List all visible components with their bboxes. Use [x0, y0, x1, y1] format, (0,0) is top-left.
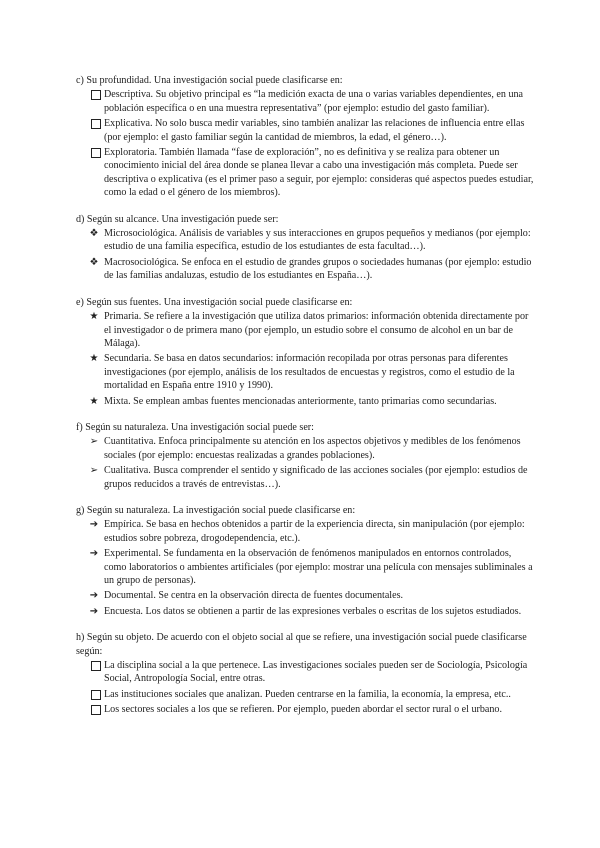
item-list: [76, 88, 536, 199]
section-heading: d) Según su alcance. Una investigación puede ser:: [76, 213, 279, 225]
document-page: [76, 74, 536, 730]
list-item: [76, 146, 536, 200]
item-text: Descriptiva. Su objetivo principal es “la medición exacta de una o varias variables dependientes, en una población específica o en una muestra representativa” (por ejemplo: estudio del gasto familiar).: [104, 89, 524, 114]
item-list: [76, 435, 536, 491]
star-bullet-icon: ★: [89, 395, 99, 407]
arrowhead-bullet-icon: ➢: [89, 436, 99, 448]
arrow-bullet-icon: ➔: [89, 590, 99, 602]
section-heading: h) Según su objeto. De acuerdo con el objeto social al que se refiere, una investigación social puede clasificarse según:: [76, 632, 527, 657]
item-text: Exploratoria. También llamada “fase de exploración”, no es definitiva y se realiza para obtener un conocimiento inicial del área donde se planea llevar a cabo una investigación más completa. Puede ser descriptiva o explicativa (es el primer paso a seguir, por ejemplo: consideras qué aspectos puedes estudiar, como la edad o el género de los miembros).: [104, 147, 534, 199]
star-bullet-icon: ★: [89, 353, 99, 365]
checkbox-icon: [91, 661, 101, 671]
item-text: Microsociológica. Análisis de variables y sus interacciones en grupos pequeños y medianos (por ejemplo: estudio de una familia específica, estudio de los estudiantes de esta facultad…).: [104, 228, 531, 253]
arrow-bullet-icon: ➔: [89, 548, 99, 560]
item-list: [76, 659, 536, 717]
arrowhead-bullet-icon: ➢: [89, 465, 99, 477]
item-text: Encuesta. Los datos se obtienen a partir de las expresiones verbales o escritas de los sujetos estudiados.: [104, 605, 522, 617]
section-objeto: [76, 631, 536, 716]
list-item: [76, 659, 536, 686]
item-text: Macrosociológica. Se enfoca en el estudio de grandes grupos o sociedades humanas (por ejemplo: estudio de las familias andaluzas, estudio de los estudiantes en España…).: [104, 256, 532, 282]
item-text: La disciplina social a la que pertenece. Las investigaciones sociales pueden ser de Sociología, Psicología Social, Antropología Social, entre otras.: [104, 660, 528, 685]
list-item: [76, 395, 536, 408]
section-heading: c) Su profundidad. Una investigación social puede clasificarse en:: [76, 75, 343, 86]
list-item: [76, 435, 536, 462]
diamond-bullet-icon: ❖: [89, 256, 99, 268]
item-text: Documental. Se centra en la observación directa de fuentes documentales.: [104, 590, 404, 602]
arrow-bullet-icon: ➔: [89, 519, 99, 531]
section-fuentes: [76, 296, 536, 408]
item-list: [76, 227, 536, 283]
checkbox-icon: [91, 119, 101, 129]
list-item: [76, 518, 536, 545]
section-heading: f) Según su naturaleza. Una investigación social puede ser:: [76, 421, 314, 433]
checkbox-icon: [91, 705, 101, 715]
list-item: [76, 589, 536, 602]
item-text: Primaria. Se refiere a la investigación que utiliza datos primarios: información obtenida directamente por el investigador o de primera mano (por ejemplo, un estudio sobre el consumo de alcohol en un bar de Málaga).: [104, 311, 529, 349]
section-naturaleza-1: [76, 421, 536, 491]
section-profundidad: [76, 74, 536, 200]
checkbox-icon: [91, 90, 101, 100]
list-item: [76, 310, 536, 350]
item-text: Experimental. Se fundamenta en la observación de fenómenos manipulados en entornos controlados, como laboratorios o ambientes artificiales (por ejemplo: mostrar una película con mensajes subliminales a un grupo de personas).: [104, 548, 533, 586]
list-item: [76, 703, 536, 716]
item-text: Explicativa. No solo busca medir variables, sino también analizar las relaciones de influencia entre ellas (por ejemplo: el gasto familiar según la cantidad de miembros, la edad, el género…).: [104, 118, 525, 143]
list-item: [76, 547, 536, 587]
item-text: Empírica. Se basa en hechos obtenidos a partir de la experiencia directa, sin manipulación (por ejemplo: estudios sobre pobreza, drogodependencia, etc.).: [104, 519, 525, 544]
item-list: [76, 518, 536, 618]
star-bullet-icon: ★: [89, 311, 99, 323]
item-text: Cualitativa. Busca comprender el sentido y significado de las acciones sociales (por ejemplo: estudios de grupos reducidos a través de entrevistas…).: [104, 465, 528, 490]
list-item: [76, 464, 536, 491]
checkbox-icon: [91, 148, 101, 158]
list-item: [76, 117, 536, 144]
list-item: [76, 227, 536, 254]
section-alcance: [76, 213, 536, 283]
checkbox-icon: [91, 690, 101, 700]
item-text: Las instituciones sociales que analizan. Pueden centrarse en la familia, la economía, la empresa, etc..: [104, 688, 511, 700]
item-text: Cuantitativa. Enfoca principalmente su atención en los aspectos objetivos y medibles de los fenómenos sociales (por ejemplo: encuestas realizadas a grandes poblaciones).: [104, 436, 521, 461]
item-text: Los sectores sociales a los que se refieren. Por ejemplo, pueden abordar el sector rural o el urbano.: [104, 704, 502, 716]
arrow-bullet-icon: ➔: [89, 605, 99, 617]
item-text: Secundaria. Se basa en datos secundarios: información recopilada por otras personas para diferentes investigaciones (por ejemplo, análisis de los resultados de encuestas y registros, como el estudio de la mortalidad en España entre 1910 y 1990).: [104, 353, 515, 392]
section-heading: e) Según sus fuentes. Una investigación social puede clasificarse en:: [76, 296, 353, 308]
item-text: Mixta. Se emplean ambas fuentes mencionadas anteriormente, tanto primarias como secundarias.: [104, 395, 497, 407]
section-heading: g) Según su naturaleza. La investigación social puede clasificarse en:: [76, 504, 356, 516]
list-item: [76, 605, 536, 618]
item-list: [76, 310, 536, 408]
section-naturaleza-2: [76, 504, 536, 618]
list-item: [76, 256, 536, 283]
list-item: [76, 688, 536, 701]
diamond-bullet-icon: ❖: [89, 228, 99, 240]
list-item: [76, 352, 536, 392]
list-item: [76, 88, 536, 115]
